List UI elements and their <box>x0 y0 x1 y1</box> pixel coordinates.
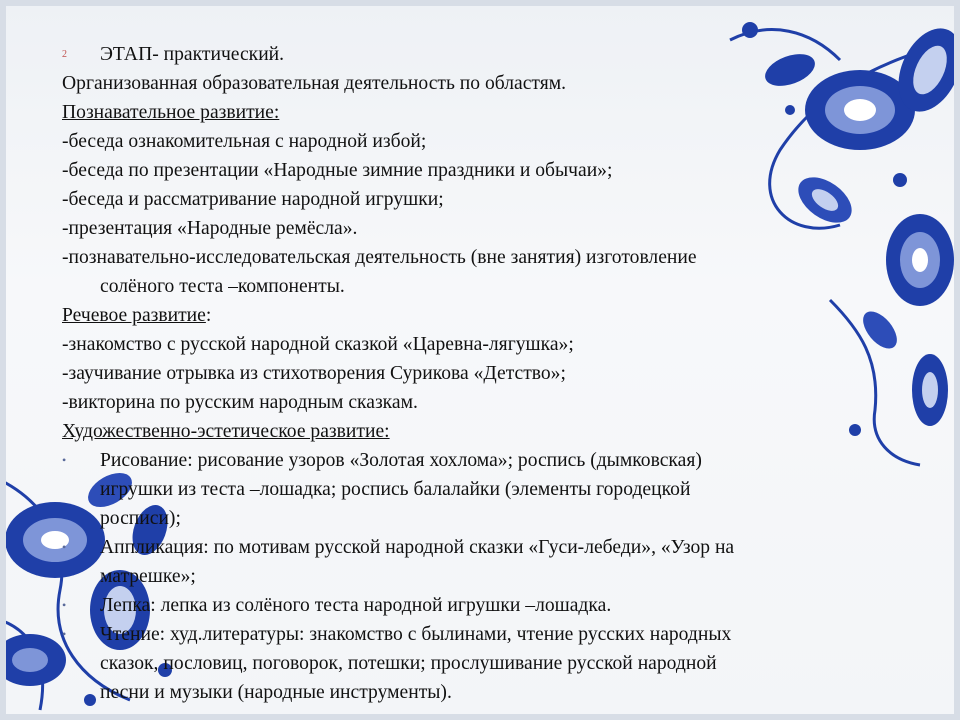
bullet-icon: • <box>62 627 67 641</box>
list-item: -беседа ознакомительная с народной избой; <box>62 131 427 152</box>
list-item: -знакомство с русской народной сказкой «Царевна-лягушка»; <box>62 334 574 355</box>
list-marker: 2 <box>62 49 67 60</box>
list-item: -беседа по презентации «Народные зимние праздники и обычаи»; <box>62 160 613 181</box>
bullet-item-applique: • Аппликация: по мотивам русской народной сказки «Гуси-лебеди», «Узор на матрешке»; <box>62 533 862 591</box>
stage-heading <box>62 40 862 69</box>
list-item: -презентация «Народные ремёсла». <box>62 218 358 239</box>
bullet-icon: • <box>62 540 67 554</box>
section-title-artistic <box>62 417 862 446</box>
bullet-icon: • <box>62 598 67 612</box>
list-item-continuation: солёного теста –компоненты. <box>100 276 345 297</box>
section-title-text: Художественно-эстетическое развитие: <box>62 421 390 442</box>
list-item: -викторина по русским народным сказкам. <box>62 392 418 413</box>
intro-line: Организованная образовательная деятельность по областям. <box>62 73 567 94</box>
section-title-text: Речевое развитие <box>62 305 206 326</box>
slide-content <box>62 40 862 707</box>
bullet-icon: • <box>62 453 67 467</box>
bullet-item-reading: • Чтение: худ.литературы: знакомство с былинами, чтение русских народных сказок, пословиц, поговорок, потешки; прослушивание русской народной песни и музыки (народные инструменты). <box>62 620 862 707</box>
list-item: -беседа и рассматривание народной игрушки; <box>62 189 444 210</box>
bullet-item-drawing: • Рисование: рисование узоров «Золотая хохлома»; роспись (дымковская) игрушки из теста –лошадка; роспись балалайки (элементы городецкой росписи); <box>62 446 862 533</box>
stage-heading-text: ЭТАП- практический. <box>100 44 285 65</box>
section-title-text: Познавательное развитие: <box>62 102 280 123</box>
list-item: -заучивание отрывка из стихотворения Сурикова «Детство»; <box>62 363 566 384</box>
section-title-speech: Речевое развитие: <box>62 305 212 326</box>
section-title-cognitive <box>62 98 862 127</box>
bullet-item-modeling: • Лепка: лепка из солёного теста народной игрушки –лошадка. <box>62 591 862 620</box>
list-item: -познавательно-исследовательская деятельность (вне занятия) изготовление <box>62 247 697 268</box>
